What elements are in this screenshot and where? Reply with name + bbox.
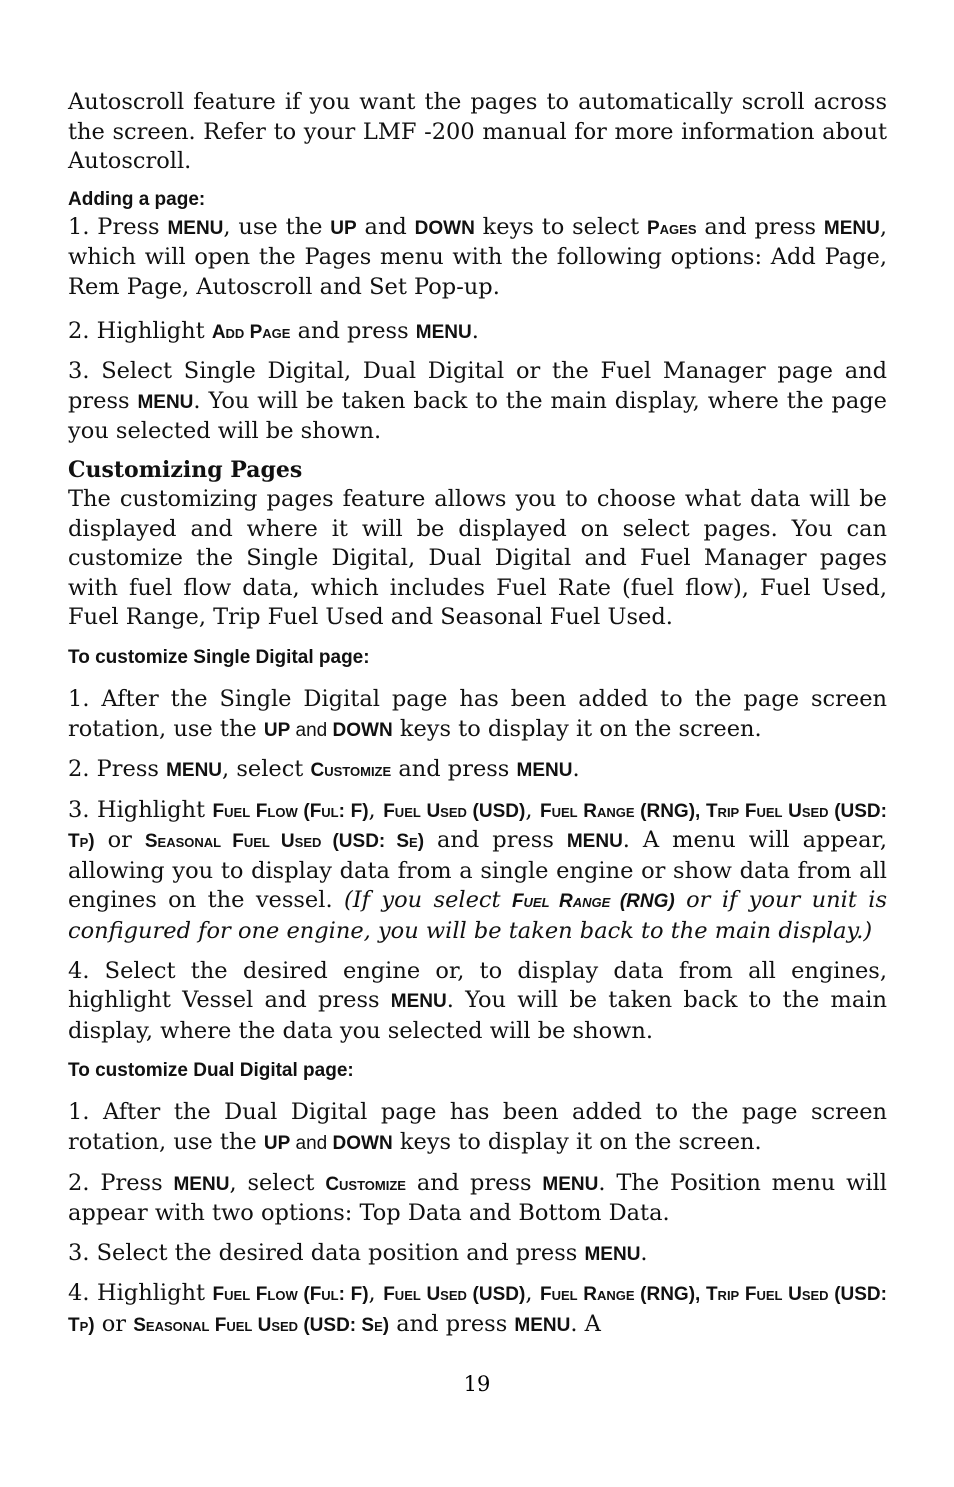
dual-step-4: 4. Highlight Fuel Flow (Ful: F), Fuel Used (USD), Fuel Range (RNG), Trip Fuel Used (USD: Tp) or Seasonal Fuel Used (USD: Se) and press MENU. A [68, 1280, 887, 1337]
single-step-2: 2. Press MENU, select Customize and press MENU. [68, 756, 580, 783]
single-step-3: 3. Highlight Fuel Flow (Ful: F), Fuel Used (USD), Fuel Range (RNG), Trip Fuel Used (USD: Tp) or Seasonal Fuel Used (USD: Se) and press MENU. A menu will appear, allowing you to display data from a single engine or show data from all engines on the vessel. (If you select Fuel Range (RNG) or if your unit is configured for one engine, you will be taken back to the main display.) [68, 796, 887, 945]
adding-page-heading: Adding a page: [68, 188, 206, 210]
dual-step-3: 3. Select the desired data position and press MENU. [68, 1239, 648, 1266]
single-digital-heading: To customize Single Digital page: [68, 646, 370, 668]
customizing-body: The customizing pages feature allows you to choose what data will be displayed and where it will be displayed on select pages. You can customize the Single Digital, Dual Digital and Fuel Manager pages with fuel flow data, which includes Fuel Rate (fuel flow), Fuel Used, Fuel Range, Trip Fuel Used and Seasonal Fuel Used. [68, 485, 887, 631]
manual-page [68, 88, 887, 1341]
single-step-1: 1. After the Single Digital page has been added to the page screen rotation, use the UP and DOWN keys to display it on the screen. [68, 685, 887, 742]
adding-step-1: 1. Press MENU, use the UP and DOWN keys to select Pages and press MENU, which will open the Pages menu with the following options: Add Page, Rem Page, Autoscroll and Set Pop-up. [68, 213, 888, 300]
page-number: 19 [463, 1372, 491, 1396]
intro-paragraph: Autoscroll feature if you want the pages to automatically scroll across the screen. Refer to your LMF -200 manual for more information about Autoscroll. [68, 89, 887, 175]
dual-digital-heading: To customize Dual Digital page: [68, 1060, 354, 1082]
adding-step-3: 3. Select Single Digital, Dual Digital or the Fuel Manager page and press MENU. You will be taken back to the main display, where the page you selected will be shown. [68, 358, 887, 445]
adding-step-2: 2. Highlight Add Page and press MENU. [68, 317, 479, 344]
single-step-4: 4. Select the desired engine or, to display data from all engines, highlight Vessel and press MENU. You will be taken back to the main display, where the data you selected will be shown. [68, 957, 887, 1044]
dual-step-2: 2. Press MENU, select Customize and press MENU. The Position menu will appear with two options: Top Data and Bottom Data. [68, 1169, 887, 1227]
customizing-pages-heading: Customizing Pages [68, 456, 303, 483]
dual-step-1: 1. After the Dual Digital page has been added to the page screen rotation, use the UP and DOWN keys to display it on the screen. [68, 1099, 887, 1156]
